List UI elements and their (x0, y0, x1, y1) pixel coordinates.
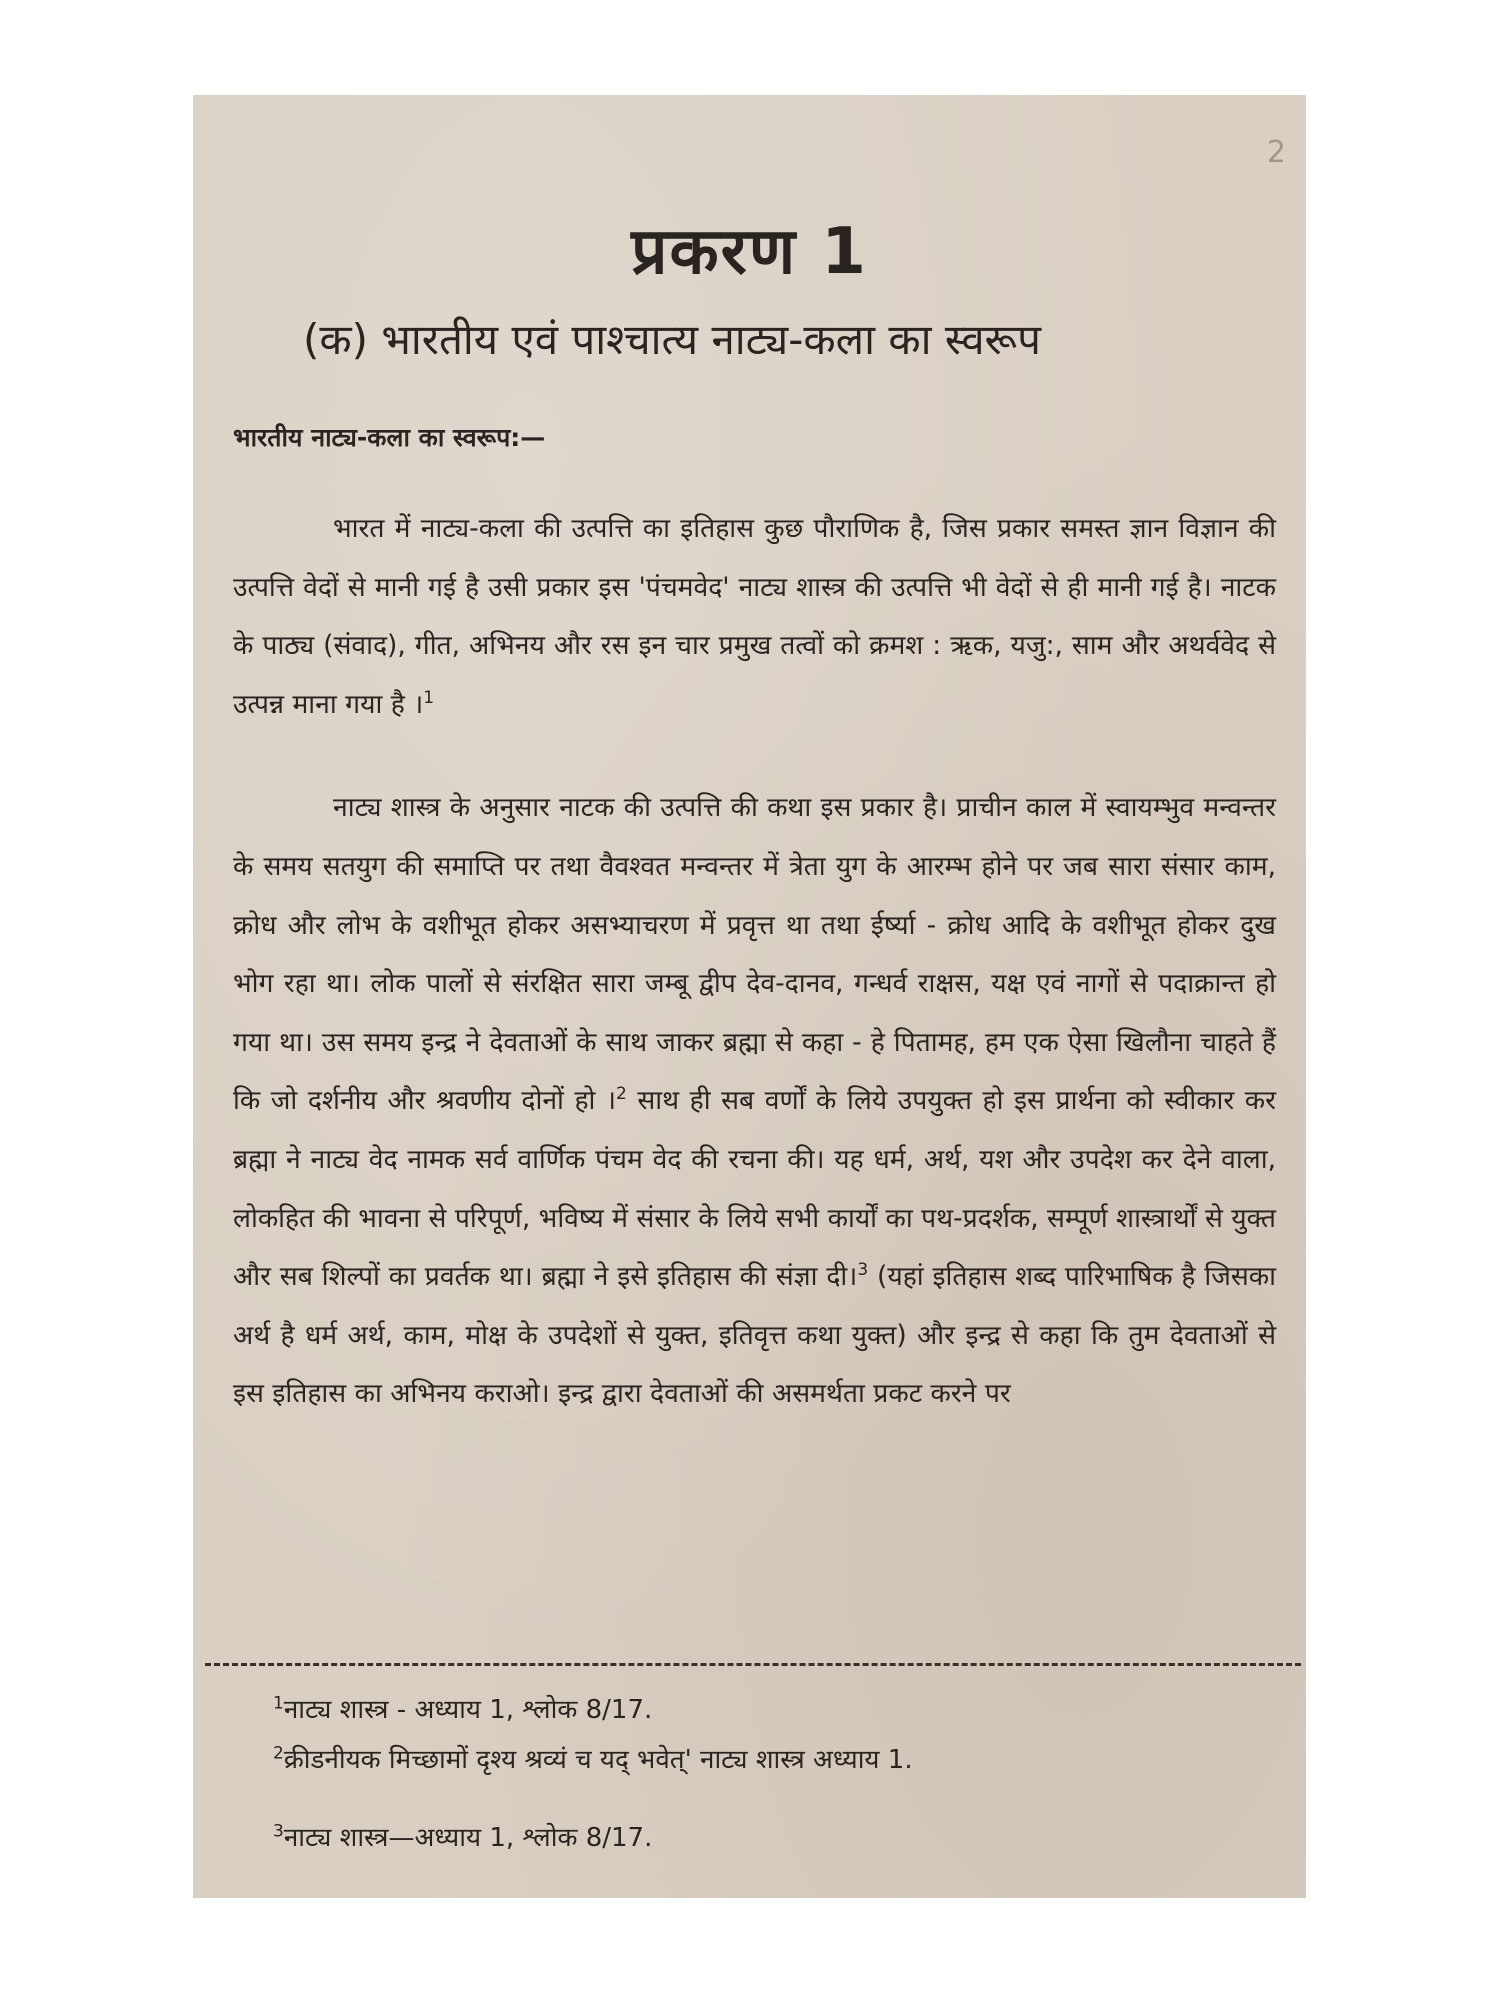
scanned-page (193, 95, 1306, 1898)
footnote-3 (273, 1818, 652, 1854)
paragraph-1-text: भारत में नाट्य-कला की उत्पत्ति का इतिहास कुछ पौराणिक है, जिस प्रकार समस्त ज्ञान विज्ञान की उत्पत्ति वेदों से मानी गई है उसी प्रकार इस 'पंचमवेद' नाट्य शास्त्र की उत्पत्ति भी वेदों से ही मानी गई है। नाटक के पाठ्य (संवाद), गीत, अभिनय और रस इन चार प्रमुख तत्वों को क्रमश : ऋक, यजु:, साम और अथर्ववेद से उत्पन्न माना गया है । (233, 513, 1276, 720)
footnote-number: 3 (273, 1821, 284, 1842)
paragraph-2 (233, 779, 1276, 1424)
paragraph-2-text-b: साथ ही सब वर्णों के लिये उपयुक्त हो इस प्रार्थना को स्वीकार कर ब्रह्मा ने नाट्य वेद नामक सर्व वार्णिक पंचम वेद की रचना की। यह धर्म, अर्थ, यश और उपदेश कर देने वाला, लोकहित की भावना से परिपूर्ण, भविष्य में संसार के लिये सभी कार्यों का पथ-प्रदर्शक, सम्पूर्ण शास्त्रार्थों से युक्त और सब शिल्पों का प्रवर्तक था। ब्रह्मा ने इसे इतिहास की संज्ञा दी। (233, 1085, 1276, 1293)
paragraph-2-text-c: (यहां इतिहास शब्द पारिभाषिक है जिसका अर्थ है धर्म अर्थ, काम, मोक्ष के उपदेशों से युक्त, इतिवृत्त कथा युक्त) और इन्द्र से कहा कि तुम देवताओं से इस इतिहास का अभिनय कराओ। इन्द्र द्वारा देवताओं की असमर्थता प्रकट करने पर (233, 1261, 1276, 1410)
footnote-ref-1: 1 (423, 687, 435, 708)
footnote-1 (273, 1690, 652, 1726)
footnote-ref-2: 2 (616, 1084, 627, 1105)
footnote-2 (273, 1740, 913, 1776)
footnote-ref-3: 3 (857, 1260, 869, 1281)
paragraph-1 (233, 500, 1276, 734)
footnote-number: 2 (273, 1743, 284, 1764)
subheading: भारतीय नाट्य-कला का स्वरूप:— (233, 423, 546, 452)
paragraph-2-text-a: नाट्य शास्त्र के अनुसार नाटक की उत्पत्ति की कथा इस प्रकार है। प्राचीन काल में स्वायम्भुव मन्वन्तर के समय सतयुग की समाप्ति पर तथा वैवश्वत मन्वन्तर में त्रेता युग के आरम्भ होने पर जब सारा संसार काम, क्रोध और लोभ के वशीभूत होकर असभ्याचरण में प्रवृत्त था तथा ईर्ष्या - क्रोध आदि के वशीभूत होकर दुख भोग रहा था। लोक पालों से संरक्षित सारा जम्बू द्वीप देव-दानव, गन्धर्व राक्षस, यक्ष एवं नागों से पदाक्रान्त हो गया था। उस समय इन्द्र ने देवताओं के साथ जाकर ब्रह्मा से कहा - हे पितामह, हम एक ऐसा खिलौना चाहते हैं कि जो दर्शनीय और श्रवणीय दोनों हो । (233, 792, 1276, 1117)
footnote-text: नाट्य शास्त्र - अध्याय 1, श्लोक 8/17. (283, 1695, 653, 1725)
footnote-text: नाट्य शास्त्र—अध्याय 1, श्लोक 8/17. (283, 1823, 653, 1853)
chapter-title: प्रकरण 1 (631, 215, 868, 289)
footnote-number: 1 (273, 1693, 284, 1714)
body-text (233, 500, 1276, 1424)
section-heading: (क) भारतीय एवं पाश्चात्य नाट्य-कला का स्वरूप (303, 315, 1042, 364)
page-number: 2 (1266, 135, 1286, 170)
footnote-text: क्रीडनीयक मिच्छामों दृश्य श्रव्यं च यद् भवेत्' नाट्य शास्त्र अध्याय 1. (283, 1745, 913, 1775)
footnote-divider (205, 1663, 1301, 1666)
